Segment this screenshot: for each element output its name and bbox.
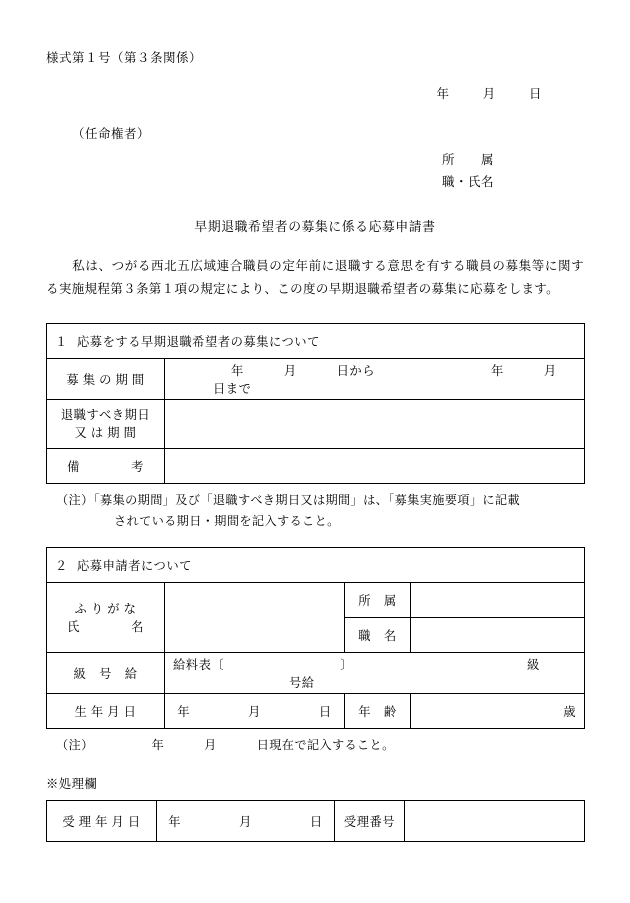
retirement-date-label-line2: 又 は 期 間 (74, 426, 137, 440)
section1-number: １ (55, 335, 68, 349)
table-row (47, 548, 585, 583)
birth-day: 日 (318, 705, 332, 720)
section2-note-month: 月 (204, 738, 217, 753)
recruit-period-label: 募 集 の 期 間 (47, 359, 165, 400)
date-day: 日 (528, 87, 542, 101)
section2-note-day: 日現在で記入すること。 (256, 738, 395, 753)
receipt-date-label: 受 理 年 月 日 (47, 801, 157, 842)
retirement-date-value[interactable] (165, 400, 585, 449)
affiliation-field-label: 所 属 (345, 583, 411, 618)
section1-heading-text: 応募をする早期退職希望者の募集について (77, 335, 320, 349)
grade-label: 級 号 給 (47, 653, 165, 694)
birth-year: 年 (177, 705, 191, 720)
number-unit: 号給 (289, 676, 315, 691)
receipt-date-value[interactable] (157, 801, 335, 842)
section2-table (46, 547, 585, 729)
section2-number: ２ (55, 559, 68, 574)
salary-table-label: 給料表〔 (173, 658, 225, 673)
date-line (46, 84, 584, 102)
period-to-year: 年 (491, 364, 504, 378)
intro-text: 私は、つがる西北五広域連合職員の定年前に退職する意思を有する職員の募集等に関する実施規程第３条第１項の規定により、この度の早期退職希望者の募集に応募をします。 (46, 258, 584, 296)
table-row (47, 801, 585, 842)
retirement-date-label-line1: 退職すべき期日 (60, 407, 151, 422)
period-from-year: 年 (231, 364, 244, 378)
applicant-affiliation-block (46, 150, 584, 194)
table-row (47, 324, 585, 359)
table-row (47, 583, 585, 618)
post-value[interactable] (411, 618, 585, 653)
grade-value[interactable] (165, 653, 585, 694)
section1-note-line2 (56, 511, 584, 532)
section2-note-year: 年 (151, 738, 165, 753)
section2-heading (47, 548, 585, 583)
affiliation-value[interactable] (411, 583, 585, 618)
form-number: 様式第１号（第３条関係） (46, 51, 203, 65)
section1-note (46, 490, 584, 531)
period-from-day: 日から (336, 364, 376, 378)
table-row (47, 449, 585, 484)
age-unit: 歳 (563, 705, 576, 720)
affiliation-label: 所 属 (441, 153, 494, 167)
birth-month: 月 (248, 705, 261, 720)
section1-table (46, 323, 585, 484)
page-title: 早期退職希望者の募集に係る応募申請書 (194, 219, 436, 234)
name-field-label: 氏 名 (67, 619, 144, 634)
name-label: 職・氏名 (441, 174, 494, 189)
section3-table (46, 800, 585, 842)
post-field-label: 職 名 (345, 618, 411, 653)
age-value[interactable] (411, 694, 585, 729)
date-month: 月 (482, 87, 496, 101)
period-to-day: 日まで (213, 382, 252, 396)
receipt-year: 年 (168, 815, 182, 830)
furigana-name-label (47, 583, 165, 653)
period-from-month: 月 (283, 364, 297, 378)
date-year: 年 (436, 87, 450, 101)
period-to-month: 月 (543, 364, 557, 378)
section1-heading (47, 324, 585, 359)
table-row (47, 694, 585, 729)
remarks-label: 備 考 (47, 449, 165, 484)
appointer-label: （任命権者） (72, 127, 151, 141)
section1-note-line1: （注）「募集の期間」及び「退職すべき期日又は期間」は、「募集実施要項」に記載 (56, 493, 520, 507)
table-row (47, 359, 585, 400)
salary-table-close: 〕 (340, 658, 354, 673)
section2-note-prefix: （注） (56, 738, 94, 753)
section2-heading-text: 応募申請者について (77, 559, 192, 574)
furigana-label: ふ り が な (74, 601, 137, 616)
receipt-month: 月 (239, 815, 252, 830)
retirement-date-label (47, 400, 165, 449)
table-row (47, 400, 585, 449)
recruit-period-value[interactable] (165, 359, 585, 400)
receipt-day: 日 (309, 815, 323, 830)
receipt-number-label: 受理番号 (335, 801, 405, 842)
section3-heading: ※処理欄 (46, 777, 98, 792)
section1-note-line2-text: されている期日・期間を記入すること。 (114, 513, 340, 528)
section2-note (46, 735, 584, 756)
birth-value[interactable] (165, 694, 345, 729)
birth-label: 生 年 月 日 (47, 694, 165, 729)
remarks-value[interactable] (165, 449, 585, 484)
table-row (47, 653, 585, 694)
grade-unit: 級 (527, 658, 540, 673)
name-value[interactable] (165, 583, 345, 653)
receipt-number-value[interactable] (405, 801, 585, 842)
age-label: 年 齢 (345, 694, 411, 729)
intro-paragraph (46, 255, 584, 301)
